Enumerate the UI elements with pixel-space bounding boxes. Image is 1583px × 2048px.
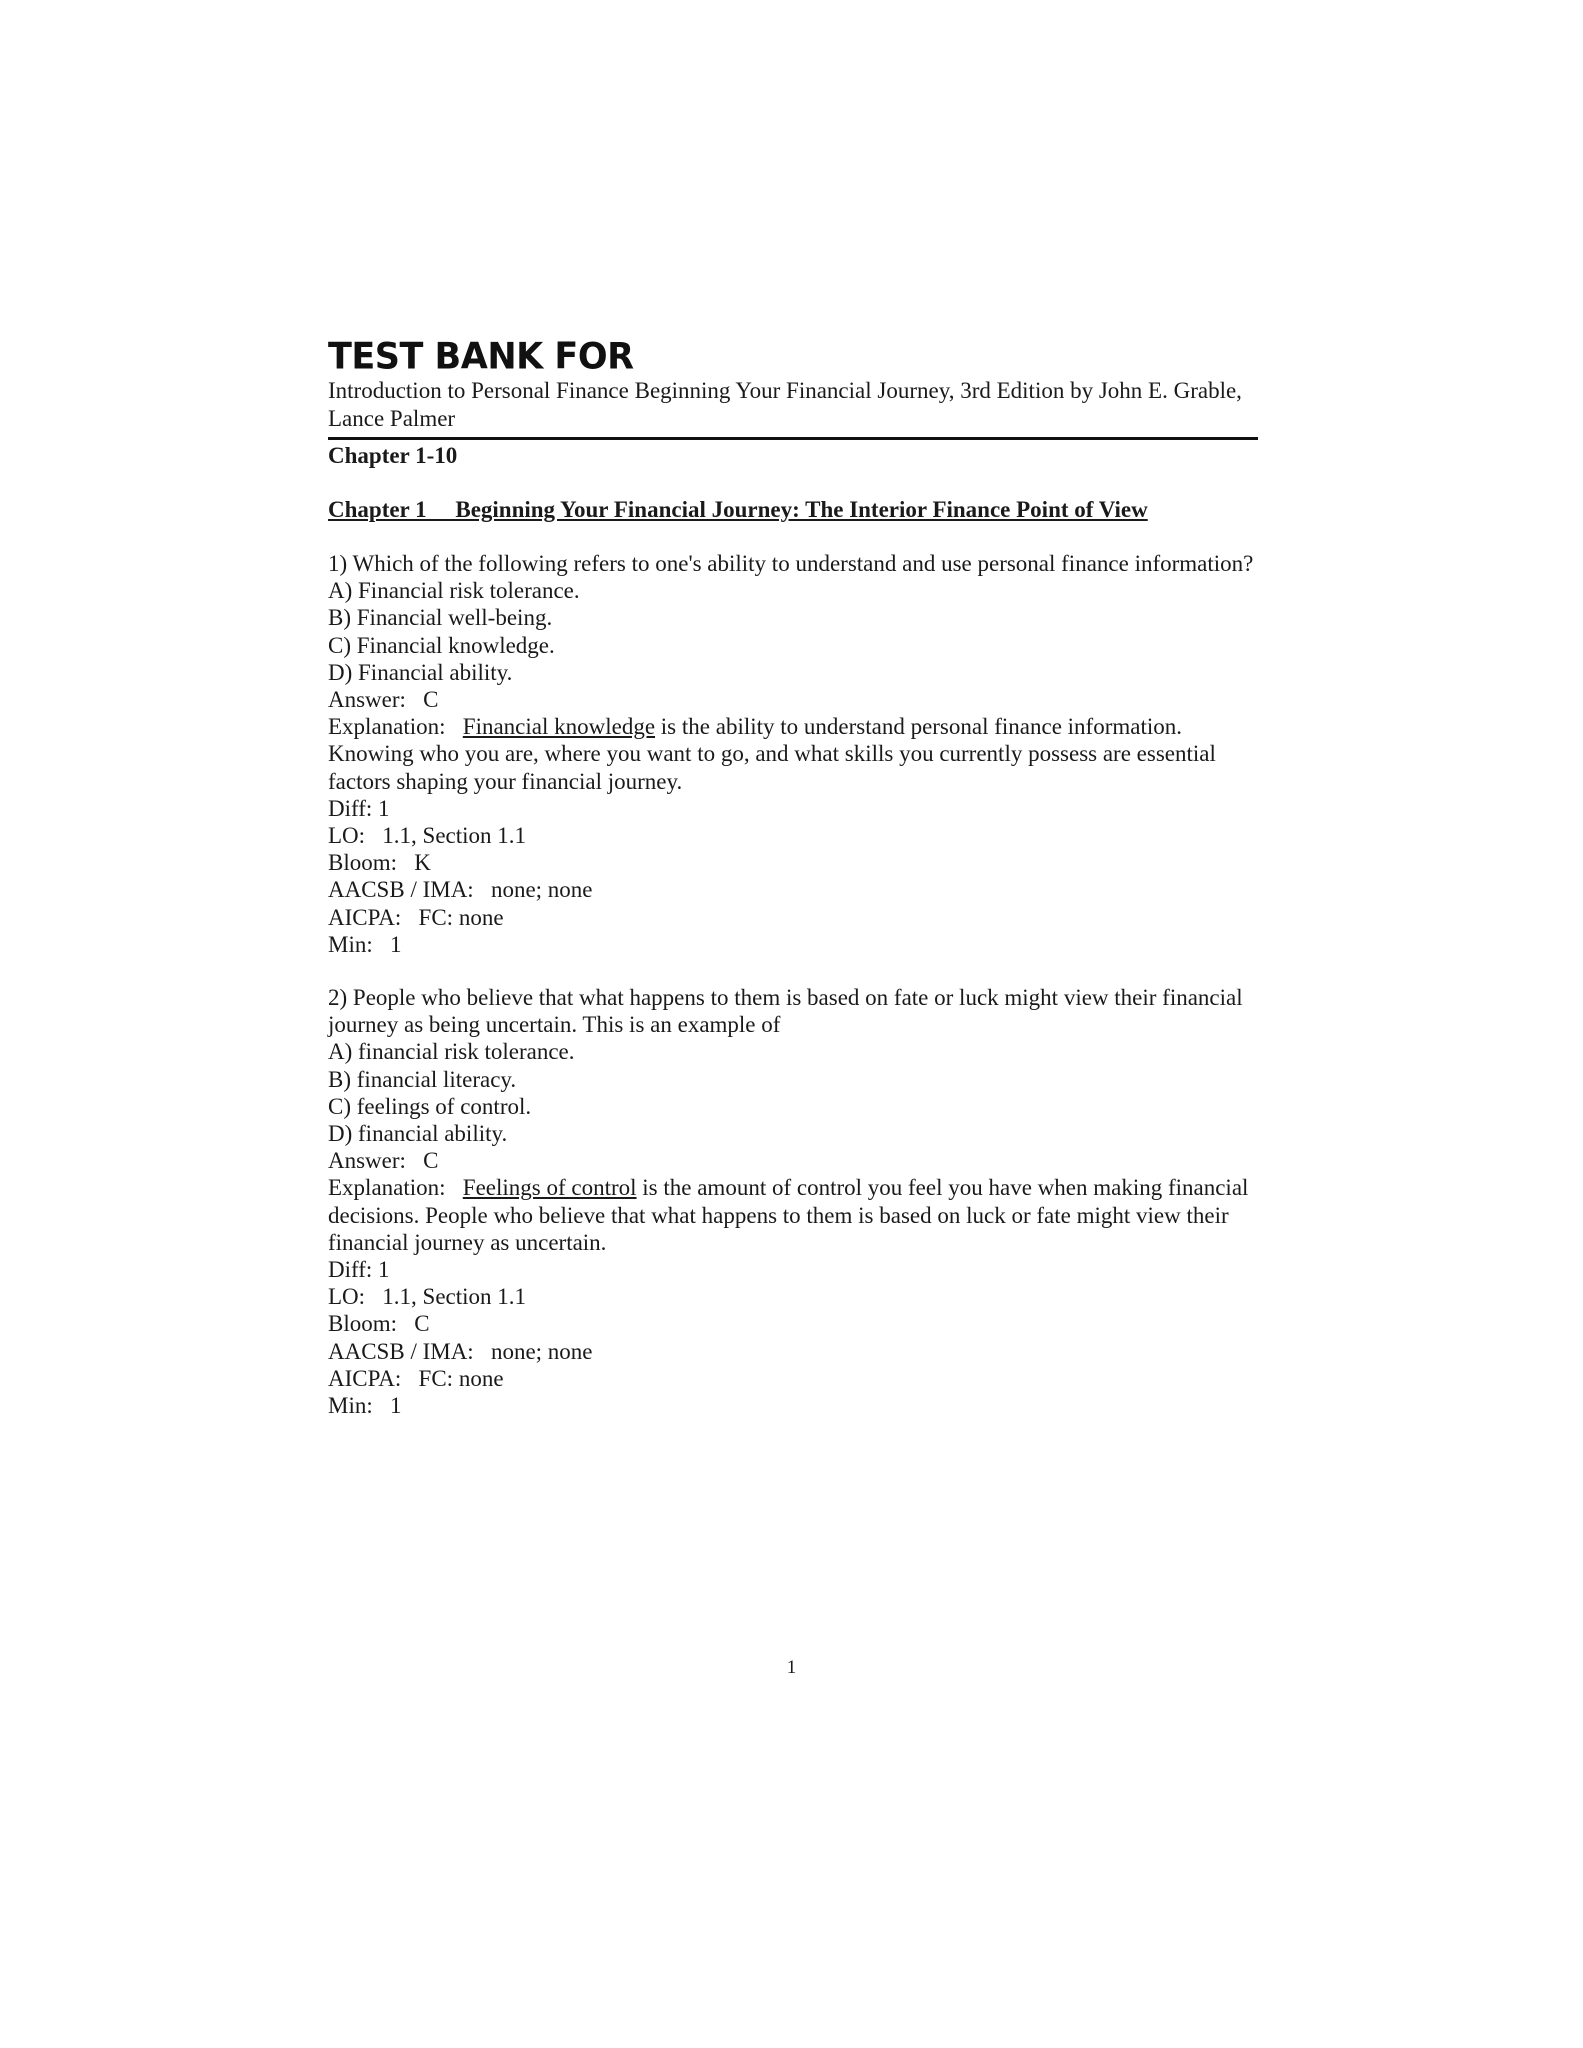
meta-aacsb: AACSB / IMA: none; none xyxy=(328,877,593,903)
meta-bloom: Bloom: K xyxy=(328,850,431,876)
question-stem: 2) People who believe that what happens to them is based on fate or luck might view their financial journey as being uncertain. This is an example of xyxy=(328,985,1249,1038)
meta-aicpa: AICPA: FC: none xyxy=(328,1365,504,1391)
option-a: A) Financial risk tolerance. xyxy=(328,578,580,604)
chapter-range: Chapter 1-10 xyxy=(328,443,458,468)
book-subtitle: Introduction to Personal Finance Beginning Your Financial Journey, 3rd Edition by John E. Grable, Lance Palmer xyxy=(328,377,1258,440)
meta-min: Min: 1 xyxy=(328,1393,402,1419)
option-c: C) feelings of control. xyxy=(328,1093,532,1119)
question-2 xyxy=(328,984,1258,1419)
meta-lo: LO: 1.1, Section 1.1 xyxy=(328,823,527,849)
explanation xyxy=(328,713,1258,795)
question-stem: 1) Which of the following refers to one's ability to understand and use personal finance information? xyxy=(328,551,1254,576)
explanation-text: is the ability to understand personal finance information. Knowing who you are, where you want to go, and what skills you currently possess are essential factors shaping your financial journey. xyxy=(328,714,1222,794)
question-1 xyxy=(328,550,1258,958)
answer: Answer: C xyxy=(328,687,439,713)
document-page xyxy=(328,335,1258,1419)
option-c: C) Financial knowledge. xyxy=(328,632,555,658)
explanation-text: is the amount of control you feel you have when making financial decisions. People who believe that what happens to them is based on luck or fate might view their financial journey as uncertain. xyxy=(328,1175,1255,1255)
meta-aicpa: AICPA: FC: none xyxy=(328,904,504,930)
page-number: 1 xyxy=(786,1657,797,1678)
option-b: B) Financial well-being. xyxy=(328,605,553,631)
meta-aacsb: AACSB / IMA: none; none xyxy=(328,1338,593,1364)
meta-min: Min: 1 xyxy=(328,931,402,957)
meta-bloom: Bloom: C xyxy=(328,1311,430,1337)
explanation-label: Explanation: xyxy=(328,1175,463,1201)
explanation-term: Feelings of control xyxy=(462,1175,637,1201)
option-b: B) financial literacy. xyxy=(328,1066,517,1092)
meta-diff: Diff: 1 xyxy=(328,795,390,821)
explanation xyxy=(328,1174,1258,1256)
meta-diff: Diff: 1 xyxy=(328,1257,390,1283)
meta-lo: LO: 1.1, Section 1.1 xyxy=(328,1284,527,1310)
document-title: TEST BANK FOR xyxy=(328,336,634,379)
chapter-heading: Chapter 1 Beginning Your Financial Journey: The Interior Finance Point of View xyxy=(328,497,1148,522)
option-d: D) Financial ability. xyxy=(328,659,513,685)
option-d: D) financial ability. xyxy=(328,1121,508,1147)
explanation-term: Financial knowledge xyxy=(462,714,656,740)
explanation-label: Explanation: xyxy=(328,714,463,740)
answer: Answer: C xyxy=(328,1148,439,1174)
option-a: A) financial risk tolerance. xyxy=(328,1039,575,1065)
